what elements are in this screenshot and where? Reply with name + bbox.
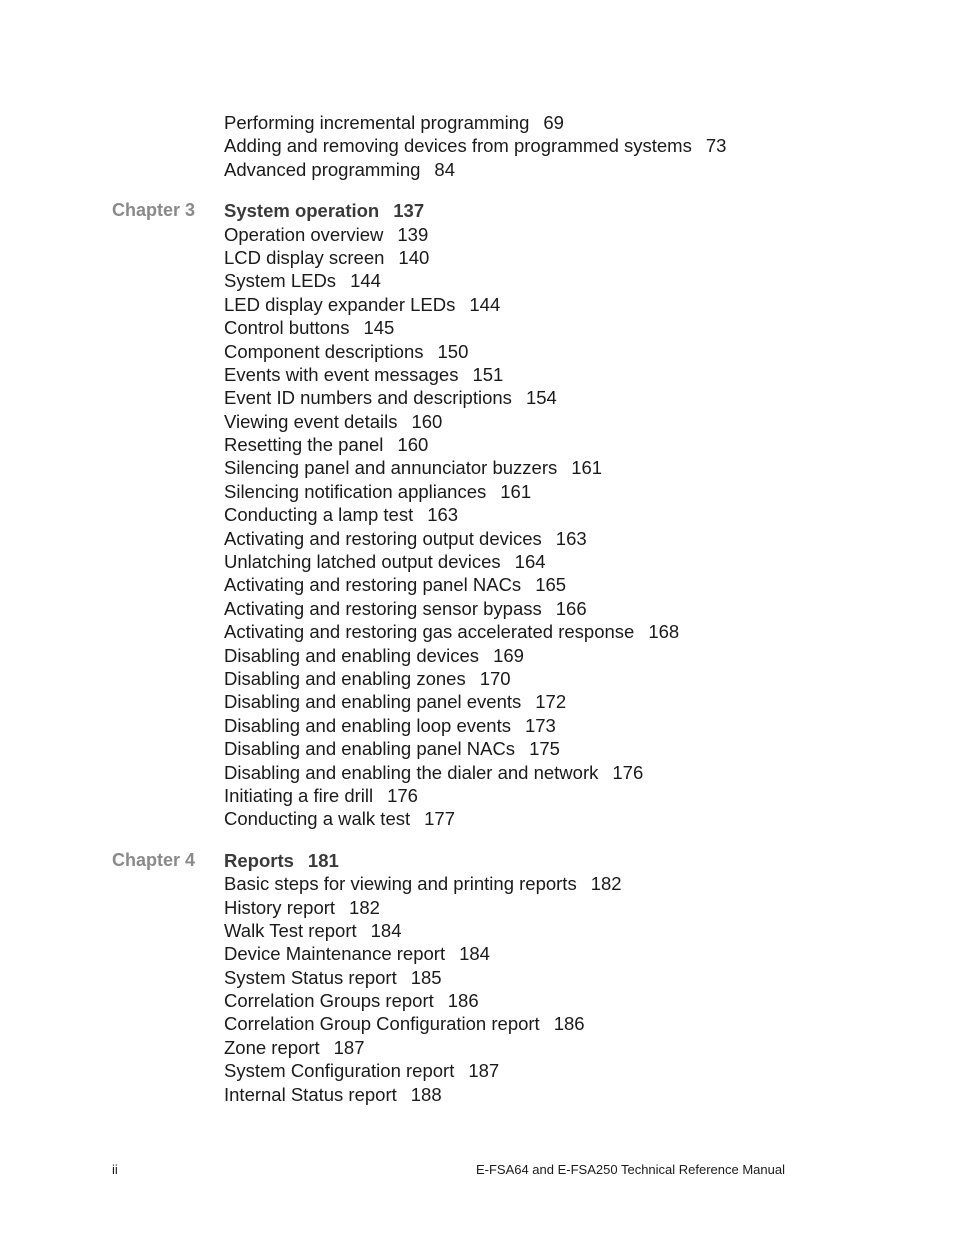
toc-entry-page-number: 161 bbox=[500, 480, 532, 502]
toc-entry[interactable] bbox=[224, 1059, 499, 1082]
toc-entry[interactable] bbox=[224, 896, 380, 919]
toc-entry-title: System Configuration report bbox=[224, 1060, 455, 1082]
toc-entry-row bbox=[0, 737, 954, 760]
toc-entry-row bbox=[0, 667, 954, 690]
toc-entry-row bbox=[0, 896, 954, 919]
toc-entry-page-number: 170 bbox=[479, 667, 511, 689]
toc-entry-row bbox=[0, 456, 954, 479]
toc-entry-row bbox=[0, 480, 954, 503]
toc-entry[interactable] bbox=[224, 433, 428, 456]
toc-entry[interactable] bbox=[224, 942, 490, 965]
chapter-page-number: 137 bbox=[393, 200, 425, 222]
toc-entry-title: Adding and removing devices from programmed systems bbox=[224, 135, 692, 157]
toc-entry-row bbox=[0, 573, 954, 596]
toc-entry-row bbox=[0, 527, 954, 550]
toc-entry-title: Viewing event details bbox=[224, 410, 398, 432]
toc-entry-row bbox=[0, 134, 954, 157]
toc-entry-row bbox=[0, 872, 954, 895]
toc-entry-page-number: 166 bbox=[555, 597, 587, 619]
toc-entry-row bbox=[0, 386, 954, 409]
toc-entry-row bbox=[0, 340, 954, 363]
toc-entry-title: Activating and restoring sensor bypass bbox=[224, 597, 542, 619]
toc-entry-page-number: 172 bbox=[535, 691, 567, 713]
toc-entry-page-number: 73 bbox=[705, 135, 727, 157]
toc-entry-row bbox=[0, 644, 954, 667]
toc-entry-title: Conducting a walk test bbox=[224, 808, 411, 830]
toc-entry-row bbox=[0, 269, 954, 292]
toc-entry-title: LED display expander LEDs bbox=[224, 293, 456, 315]
toc-entry-page-number: 185 bbox=[410, 966, 442, 988]
toc-entry-row bbox=[0, 410, 954, 433]
toc-entry[interactable] bbox=[224, 784, 418, 807]
toc-entry-page-number: 144 bbox=[350, 270, 381, 292]
toc-entry-row bbox=[0, 1012, 954, 1035]
chapter-title: Reports bbox=[224, 849, 294, 871]
toc-entry-page-number: 69 bbox=[543, 112, 564, 133]
manual-title: E-FSA64 and E-FSA250 Technical Reference Manual bbox=[475, 1162, 785, 1177]
toc-entry-title: Operation overview bbox=[224, 223, 384, 245]
toc-entry-page-number: 173 bbox=[524, 714, 556, 736]
toc-entry-page-number: 184 bbox=[370, 919, 402, 941]
toc-section bbox=[0, 111, 954, 181]
toc-entry-title: Disabling and enabling the dialer and network bbox=[224, 761, 599, 783]
toc-entry[interactable] bbox=[224, 223, 428, 246]
toc-entry-title: Basic steps for viewing and printing reports bbox=[224, 873, 577, 895]
toc-entry-title: Initiating a fire drill bbox=[224, 784, 374, 806]
toc-entry[interactable] bbox=[224, 158, 455, 181]
toc-entry[interactable] bbox=[224, 527, 587, 550]
toc-entry-row bbox=[0, 363, 954, 386]
toc-entry-page-number: 175 bbox=[529, 738, 560, 760]
toc-entry[interactable] bbox=[224, 269, 381, 292]
toc-entry-page-number: 160 bbox=[397, 434, 429, 456]
toc-entry-row bbox=[0, 550, 954, 573]
toc-entry-title: Activating and restoring output devices bbox=[224, 527, 542, 549]
toc-entry-title: Zone report bbox=[224, 1036, 320, 1058]
toc-entry-title: Resetting the panel bbox=[224, 434, 384, 456]
toc-entry-title: Activating and restoring gas accelerated response bbox=[224, 621, 635, 643]
toc-entry-title: Disabling and enabling loop events bbox=[224, 714, 511, 736]
toc-entry[interactable] bbox=[224, 363, 503, 386]
toc-entry-page-number: 160 bbox=[411, 410, 443, 432]
toc-entry-page-number: 84 bbox=[434, 158, 455, 180]
toc-entry-row bbox=[0, 158, 954, 181]
toc-entry-title: Unlatching latched output devices bbox=[224, 551, 501, 573]
toc-entry-page-number: 161 bbox=[571, 457, 603, 479]
toc-entry-row bbox=[0, 942, 954, 965]
toc-entry-page-number: 169 bbox=[493, 644, 524, 666]
toc-entry[interactable] bbox=[224, 807, 455, 830]
toc-entry-row bbox=[0, 714, 954, 737]
toc-entry-page-number: 140 bbox=[398, 246, 430, 268]
toc-entry[interactable] bbox=[224, 966, 442, 989]
toc-entry-page-number: 154 bbox=[525, 387, 557, 409]
toc-entry-row bbox=[0, 111, 954, 134]
toc-entry-page-number: 144 bbox=[469, 293, 501, 315]
toc-entry-title: System Status report bbox=[224, 966, 397, 988]
toc-entry-page-number: 150 bbox=[437, 340, 469, 362]
toc-entry[interactable] bbox=[224, 573, 566, 596]
toc-entry-row bbox=[0, 989, 954, 1012]
toc-entry-page-number: 184 bbox=[459, 943, 490, 965]
toc-entry-page-number: 176 bbox=[387, 784, 418, 806]
toc-entry[interactable] bbox=[224, 620, 679, 643]
toc-entry[interactable] bbox=[224, 872, 622, 895]
toc-entry-title: Silencing notification appliances bbox=[224, 480, 487, 502]
toc-entry[interactable] bbox=[224, 597, 587, 620]
toc-entry[interactable] bbox=[224, 503, 458, 526]
toc-entry-page-number: 186 bbox=[553, 1013, 585, 1035]
toc-entry-title: Disabling and enabling panel NACs bbox=[224, 738, 516, 760]
toc-entry[interactable] bbox=[224, 667, 511, 690]
toc-entry-row bbox=[0, 1083, 954, 1106]
toc-entry-page-number: 186 bbox=[447, 990, 479, 1012]
chapter-label: Chapter 4 bbox=[112, 849, 196, 870]
toc-entry-page-number: 168 bbox=[648, 621, 680, 643]
toc-entry-row bbox=[0, 807, 954, 830]
toc-entry-title: Events with event messages bbox=[224, 363, 459, 385]
toc-entry[interactable] bbox=[224, 644, 524, 667]
toc-entry[interactable] bbox=[224, 134, 726, 157]
toc-entry-title: Silencing panel and annunciator buzzers bbox=[224, 457, 558, 479]
toc-entry[interactable] bbox=[224, 714, 556, 737]
toc-entry-row bbox=[0, 784, 954, 807]
toc-entry[interactable] bbox=[224, 456, 602, 479]
toc-entry-title: Walk Test report bbox=[224, 919, 357, 941]
toc-entry-title: Disabling and enabling zones bbox=[224, 667, 466, 689]
toc-entry-page-number: 164 bbox=[514, 551, 546, 573]
chapter-heading[interactable] bbox=[224, 199, 424, 222]
toc-entry-title: Correlation Groups report bbox=[224, 990, 434, 1012]
toc-entry[interactable] bbox=[224, 1012, 585, 1035]
toc-entry-row bbox=[0, 223, 954, 246]
toc-entry-page-number: 163 bbox=[555, 527, 587, 549]
toc-entry-row bbox=[0, 1036, 954, 1059]
toc-entry-row bbox=[0, 246, 954, 269]
toc-entry-row bbox=[0, 503, 954, 526]
toc-entry[interactable] bbox=[224, 761, 643, 784]
toc-entry[interactable] bbox=[224, 989, 479, 1012]
toc-entry-page-number: 187 bbox=[468, 1060, 500, 1082]
toc-entry-title: Event ID numbers and descriptions bbox=[224, 387, 512, 409]
toc-entry[interactable] bbox=[224, 550, 546, 573]
toc-entry-row bbox=[0, 620, 954, 643]
toc-entry-row bbox=[0, 690, 954, 713]
page-number: ii bbox=[112, 1162, 118, 1177]
toc-entry-page-number: 182 bbox=[349, 896, 380, 918]
toc-entry-title: System LEDs bbox=[224, 270, 337, 292]
chapter-heading-row bbox=[0, 849, 954, 872]
toc-entry-row bbox=[0, 293, 954, 316]
toc-entry-row bbox=[0, 761, 954, 784]
toc-entry[interactable] bbox=[224, 316, 394, 339]
toc-entry-page-number: 188 bbox=[410, 1083, 442, 1105]
toc-entry-page-number: 177 bbox=[424, 808, 456, 830]
toc-entry-page-number: 163 bbox=[427, 504, 459, 526]
chapter-heading[interactable] bbox=[224, 849, 339, 872]
toc-entry-page-number: 165 bbox=[535, 574, 567, 596]
toc-entry-title: Component descriptions bbox=[224, 340, 424, 362]
chapter-heading-row bbox=[0, 199, 954, 222]
toc-section bbox=[0, 849, 954, 1106]
toc-entry[interactable] bbox=[224, 410, 442, 433]
toc-entry-title: Advanced programming bbox=[224, 158, 421, 180]
toc-entry[interactable] bbox=[224, 340, 468, 363]
toc-entry-title: Internal Status report bbox=[224, 1083, 397, 1105]
toc-entry-title: LCD display screen bbox=[224, 246, 385, 268]
toc-entry[interactable] bbox=[224, 737, 560, 760]
toc-entry[interactable] bbox=[224, 1036, 365, 1059]
toc-entry[interactable] bbox=[224, 111, 564, 134]
toc-entry-title: Device Maintenance report bbox=[224, 943, 446, 965]
toc-entry-title: Control buttons bbox=[224, 317, 350, 339]
toc-entry-row bbox=[0, 433, 954, 456]
toc-entry-page-number: 182 bbox=[590, 873, 622, 895]
toc-entry-row bbox=[0, 316, 954, 339]
toc-entry[interactable] bbox=[224, 293, 500, 316]
toc-entry-title: History report bbox=[224, 896, 336, 918]
toc-entry-page-number: 145 bbox=[363, 317, 395, 339]
chapter-label: Chapter 3 bbox=[112, 200, 196, 221]
toc-entry-page-number: 139 bbox=[397, 223, 429, 245]
toc-entry-title: Correlation Group Configuration report bbox=[224, 1013, 540, 1035]
toc-section bbox=[0, 199, 954, 831]
toc-entry-row bbox=[0, 1059, 954, 1082]
toc-entry-page-number: 187 bbox=[333, 1036, 365, 1058]
toc-entry-row bbox=[0, 966, 954, 989]
chapter-title: System operation bbox=[224, 200, 380, 222]
toc-entry[interactable] bbox=[224, 246, 429, 269]
toc-entry-row bbox=[0, 919, 954, 942]
chapter-page-number: 181 bbox=[307, 849, 339, 871]
toc-entry-title: Performing incremental programming bbox=[224, 112, 530, 133]
toc-entry-title: Disabling and enabling panel events bbox=[224, 691, 522, 713]
toc-entry-title: Disabling and enabling devices bbox=[224, 644, 480, 666]
toc-entry-page-number: 176 bbox=[612, 761, 644, 783]
toc-entry[interactable] bbox=[224, 1083, 442, 1106]
toc-entry[interactable] bbox=[224, 690, 566, 713]
toc-entry[interactable] bbox=[224, 386, 557, 409]
table-of-contents bbox=[0, 111, 954, 1106]
toc-entry-page-number: 151 bbox=[472, 363, 504, 385]
toc-entry[interactable] bbox=[224, 919, 402, 942]
toc-entry-title: Conducting a lamp test bbox=[224, 504, 414, 526]
toc-entry-title: Activating and restoring panel NACs bbox=[224, 574, 522, 596]
toc-entry[interactable] bbox=[224, 480, 531, 503]
toc-entry-row bbox=[0, 597, 954, 620]
